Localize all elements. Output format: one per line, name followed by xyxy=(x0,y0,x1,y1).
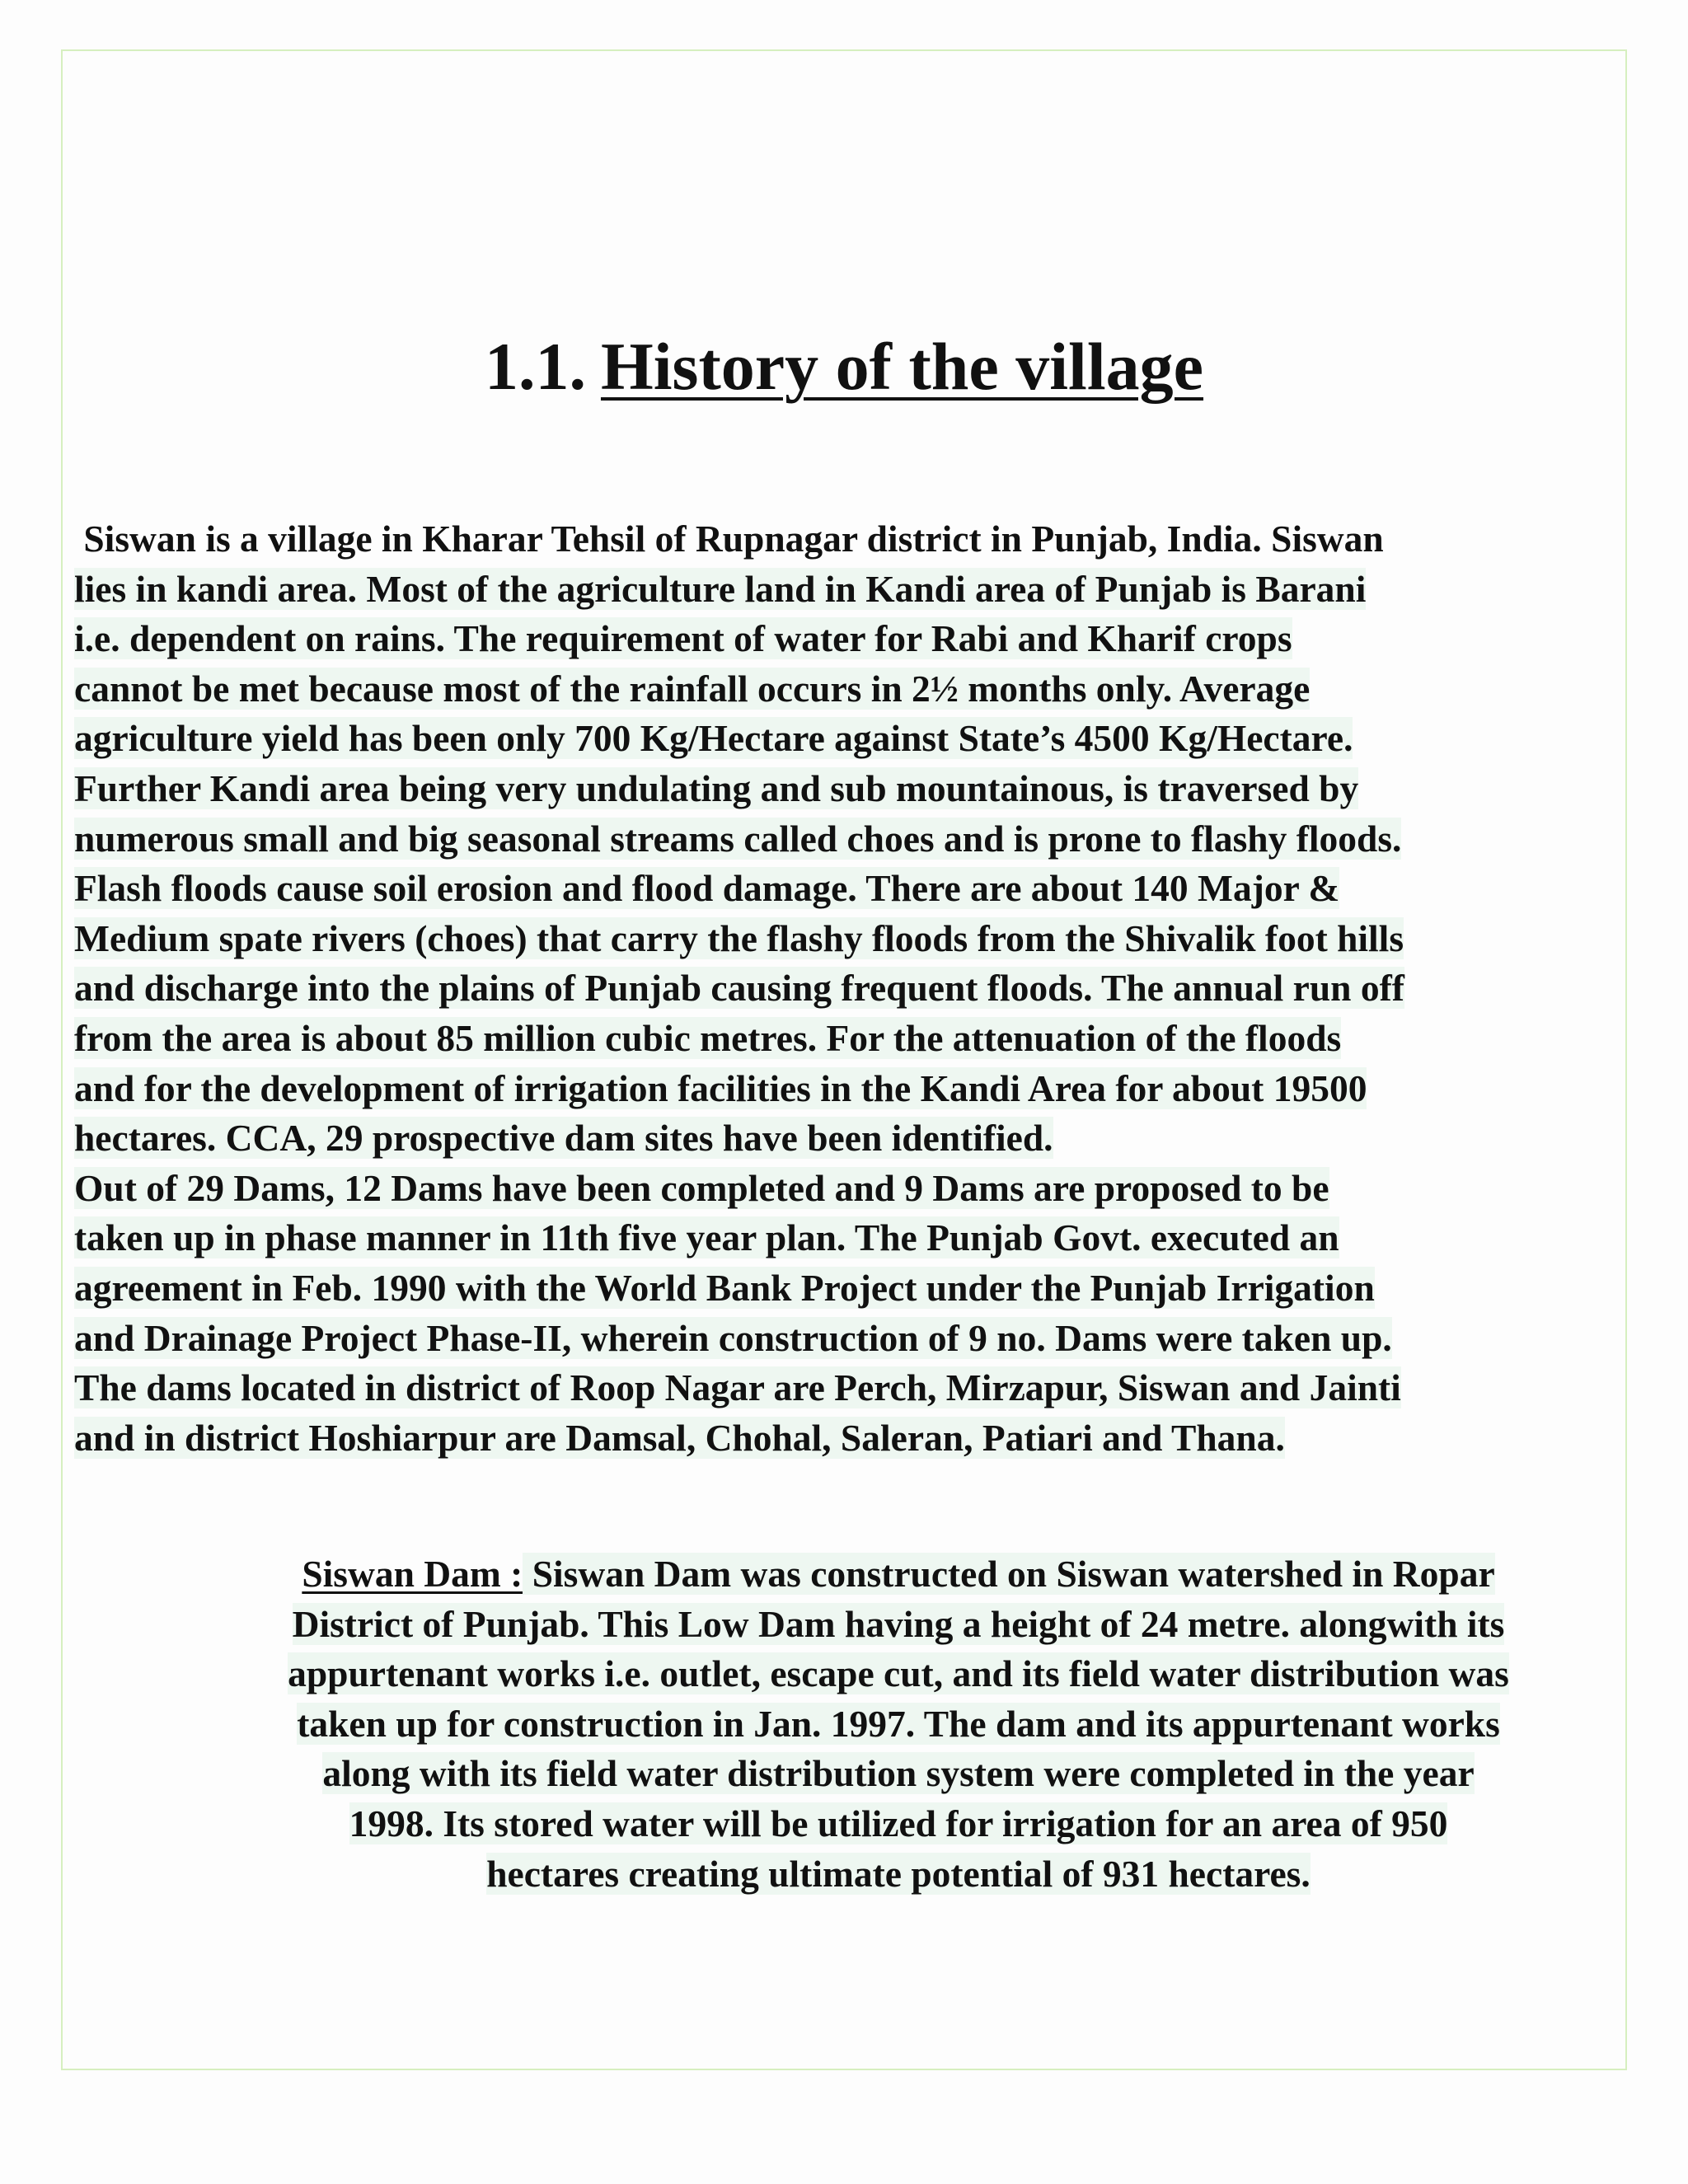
intro-line: lies in kandi area. Most of the agriculture land in Kandi area of Punjab is Barani xyxy=(74,567,1367,610)
section-heading xyxy=(0,326,1688,408)
intro-line: and in district Hoshiarpur are Damsal, Chohal, Saleran, Patiari and Thana. xyxy=(74,1416,1285,1459)
intro-line: Medium spate rivers (choes) that carry the flashy floods from the Shivalik foot hills xyxy=(74,916,1404,959)
intro-line: and discharge into the plains of Punjab causing frequent floods. The annual run off xyxy=(74,967,1404,1010)
intro-line: numerous small and big seasonal streams called choes and is prone to flashy floods. xyxy=(74,817,1402,860)
intro-line: Siswan is a village in Kharar Tehsil of Rupnagar district in Punjab, India. Siswan xyxy=(74,518,1384,560)
dam-line: along with its field water distribution system were completed in the year xyxy=(322,1752,1475,1795)
intro-line: and Drainage Project Phase-II, wherein construction of 9 no. Dams were taken up. xyxy=(74,1316,1392,1359)
siswan-dam-label: Siswan Dam : xyxy=(302,1553,523,1595)
dam-line: appurtenant works i.e. outlet, escape cut, and its field water distribution was xyxy=(288,1652,1509,1695)
intro-paragraph xyxy=(74,514,1624,1463)
dam-line: Siswan Dam : Siswan Dam was constructed on Siswan watershed in Ropar xyxy=(302,1553,1495,1595)
siswan-dam-paragraph xyxy=(190,1549,1607,1899)
section-title: History of the village xyxy=(600,329,1204,404)
intro-line: and for the development of irrigation facilities in the Kandi Area for about 19500 xyxy=(74,1066,1367,1109)
dam-line: hectares creating ultimate potential of 931 hectares. xyxy=(486,1852,1311,1895)
intro-line: Flash floods cause soil erosion and flood damage. There are about 140 Major & xyxy=(74,867,1340,910)
intro-line: The dams located in district of Roop Nagar are Perch, Mirzapur, Siswan and Jainti xyxy=(74,1366,1401,1409)
intro-line: i.e. dependent on rains. The requirement of water for Rabi and Kharif crops xyxy=(74,617,1292,660)
intro-line: Out of 29 Dams, 12 Dams have been completed and 9 Dams are proposed to be xyxy=(74,1166,1329,1209)
section-number: 1.1. xyxy=(484,329,586,404)
intro-line: Further Kandi area being very undulating and sub mountainous, is traversed by xyxy=(74,766,1359,809)
dam-line: District of Punjab. This Low Dam having a height of 24 metre. alongwith its xyxy=(292,1602,1505,1645)
intro-line: from the area is about 85 million cubic metres. For the attenuation of the floods xyxy=(74,1016,1342,1059)
intro-line: hectares. CCA, 29 prospective dam sites have been identified. xyxy=(74,1117,1053,1160)
intro-line: agreement in Feb. 1990 with the World Bank Project under the Punjab Irrigation xyxy=(74,1266,1375,1309)
intro-line: cannot be met because most of the rainfall occurs in 2½ months only. Average xyxy=(74,667,1311,710)
dam-line: taken up for construction in Jan. 1997. The dam and its appurtenant works xyxy=(297,1702,1500,1745)
intro-line: agriculture yield has been only 700 Kg/Hectare against State’s 4500 Kg/Hectare. xyxy=(74,717,1353,760)
dam-line: 1998. Its stored water will be utilized for irrigation for an area of 950 xyxy=(349,1802,1448,1844)
intro-line: taken up in phase manner in 11th five year plan. The Punjab Govt. executed an xyxy=(74,1216,1339,1259)
